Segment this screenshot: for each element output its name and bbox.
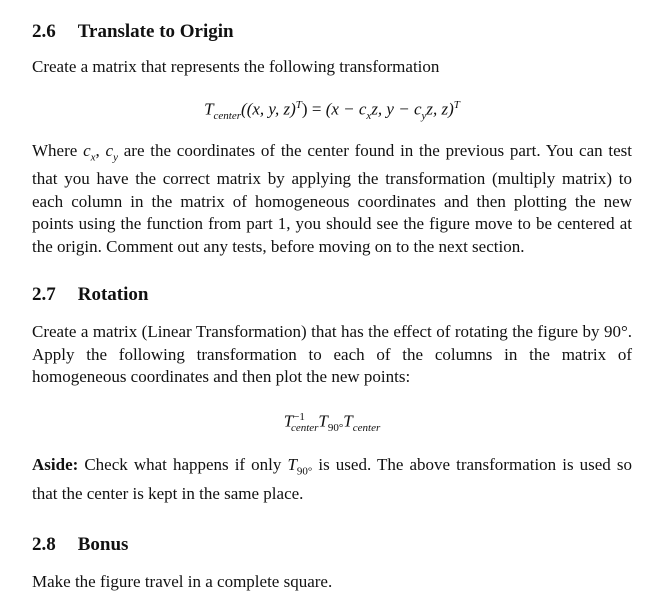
section-2-6-intro: Create a matrix that represents the following transformation	[32, 57, 440, 76]
section-number: 2.8	[32, 534, 56, 556]
aside-label: Aside:	[32, 454, 79, 474]
section-heading-2-6	[32, 18, 632, 46]
section-title: Rotation	[77, 284, 149, 306]
section-title: Translate to Origin	[77, 21, 234, 42]
section-2-6-body: Where $c_x$, $c_y$ are the coordinates of the center found in the previous part. You can test that you have the correct matrix by applying the transformation (multiply matrix) to each column in the matrix of homogeneous coordinates and then plotting the new points using the function from part 1, you should see the figure move to be centered at the origin. Comment out any tests, before moving on to the next section.	[32, 140, 632, 256]
document-page	[32, 18, 632, 594]
section-2-7-aside: Aside: Check what happens if only $T_{90^\circ}$ is used. The above transformation is used so that the center is kept in the same place.	[32, 454, 632, 503]
section-number: 2.7	[32, 284, 56, 306]
section-heading-2-7	[32, 281, 632, 309]
section-title: Bonus	[77, 534, 129, 556]
section-number: 2.6	[32, 21, 56, 42]
section-heading-2-8	[32, 531, 632, 559]
rotation-equation: $T^{-1}_{center}T_{90^\circ}T_{center}$	[283, 410, 381, 434]
section-2-8-body: Make the figure travel in a complete square.	[32, 572, 333, 592]
translation-equation: $T_{center}((x$, y, $z)^T) = (x - c_xz$, $y - c_yz$, z)$^T$	[204, 98, 460, 122]
section-2-7-body: Create a matrix (Linear Transformation) that has the effect of rotating the figure by 90°. Apply the following transformation to each of the columns in the matrix of homogeneous coordinates and then plot the new points:	[32, 322, 632, 387]
